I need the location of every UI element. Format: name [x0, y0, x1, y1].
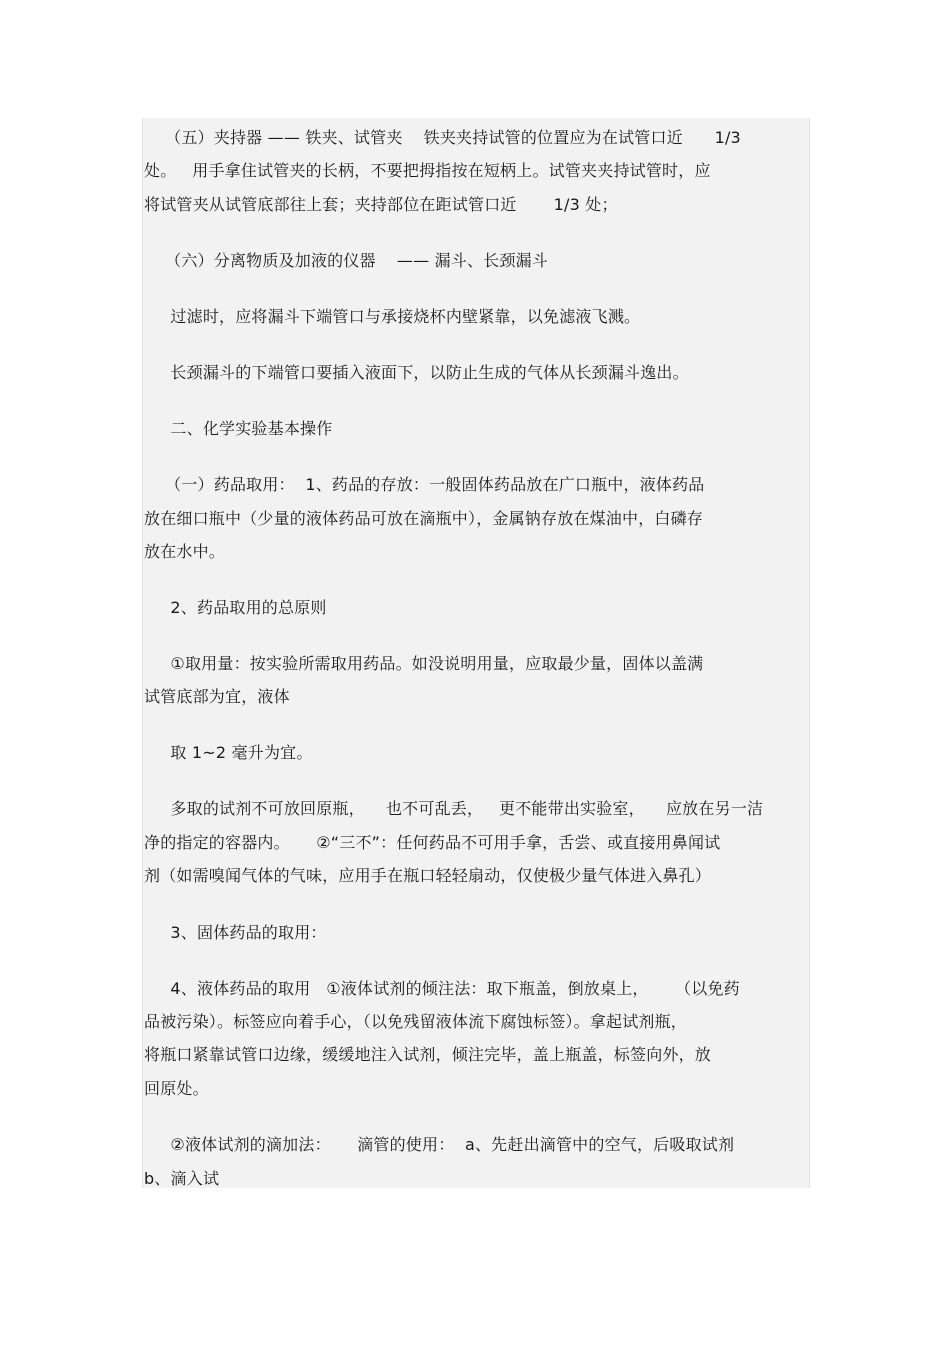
text-line: 净的指定的容器内。 ②“三不”：任何药品不可用手拿，舌尝、或直接用鼻闻试 [144, 833, 721, 852]
text-line: 长颈漏斗的下端管口要插入液面下，以防止生成的气体从长颈漏斗逸出。 [144, 363, 689, 382]
text-line: 处。 用手拿住试管夹的长柄，不要把拇指按在短柄上。试管夹夹持试管时，应 [144, 161, 711, 180]
text-line: 多取的试剂不可放回原瓶， 也不可乱丢， 更不能带出实验室， 应放在另一洁 [144, 799, 764, 818]
section-heading: 二、化学实验基本操作 [144, 419, 333, 438]
text-line: 3、固体药品的取用： [144, 923, 327, 942]
text-line: （六）分离物质及加液的仪器 —— 漏斗、长颈漏斗 [144, 251, 548, 270]
text-line: 放在水中。 [144, 542, 226, 561]
text-line: 剂（如需嗅闻气体的气味，应用手在瓶口轻轻扇动，仅使极少量气体进入鼻孔） [144, 866, 712, 885]
text-line: 2、药品取用的总原则 [144, 598, 327, 617]
text-line: 放在细口瓶中（少量的液体药品可放在滴瓶中），金属钠存放在煤油中，白磷存 [144, 509, 704, 528]
text-line: 品被污染）。标签应向着手心，（以免残留液体流下腐蚀标签）。拿起试剂瓶， [144, 1012, 688, 1031]
text-line: 将试管夹从试管底部往上套；夹持部位在距试管口近 1/3 处； [144, 195, 618, 214]
text-line: b、滴入试 [144, 1169, 220, 1188]
text-line: 试管底部为宜，液体 [144, 687, 290, 706]
text-line: 将瓶口紧靠试管口边缘，缓缓地注入试剂，倾注完毕，盖上瓶盖，标签向外，放 [144, 1045, 712, 1064]
text-line: 回原处。 [144, 1079, 209, 1098]
text-line: 4、液体药品的取用 ①液体试剂的倾注法：取下瓶盖，倒放桌上， （以免药 [144, 979, 740, 998]
text-line: 取 1~2 毫升为宜。 [144, 743, 313, 762]
text-line: （一）药品取用： 1、药品的存放：一般固体药品放在广口瓶中，液体药品 [144, 475, 705, 494]
text-line: （五）夹持器 —— 铁夹、试管夹 铁夹夹持试管的位置应为在试管口近 1/3 [144, 128, 741, 147]
text-line: 过滤时，应将漏斗下端管口与承接烧杯内壁紧靠，以免滤液飞溅。 [144, 307, 641, 326]
text-line: ①取用量：按实验所需取用药品。如没说明用量，应取最少量，固体以盖满 [144, 654, 704, 673]
text-line: ②液体试剂的滴加法： 滴管的使用： a、先赶出滴管中的空气，后吸取试剂 [144, 1135, 735, 1154]
